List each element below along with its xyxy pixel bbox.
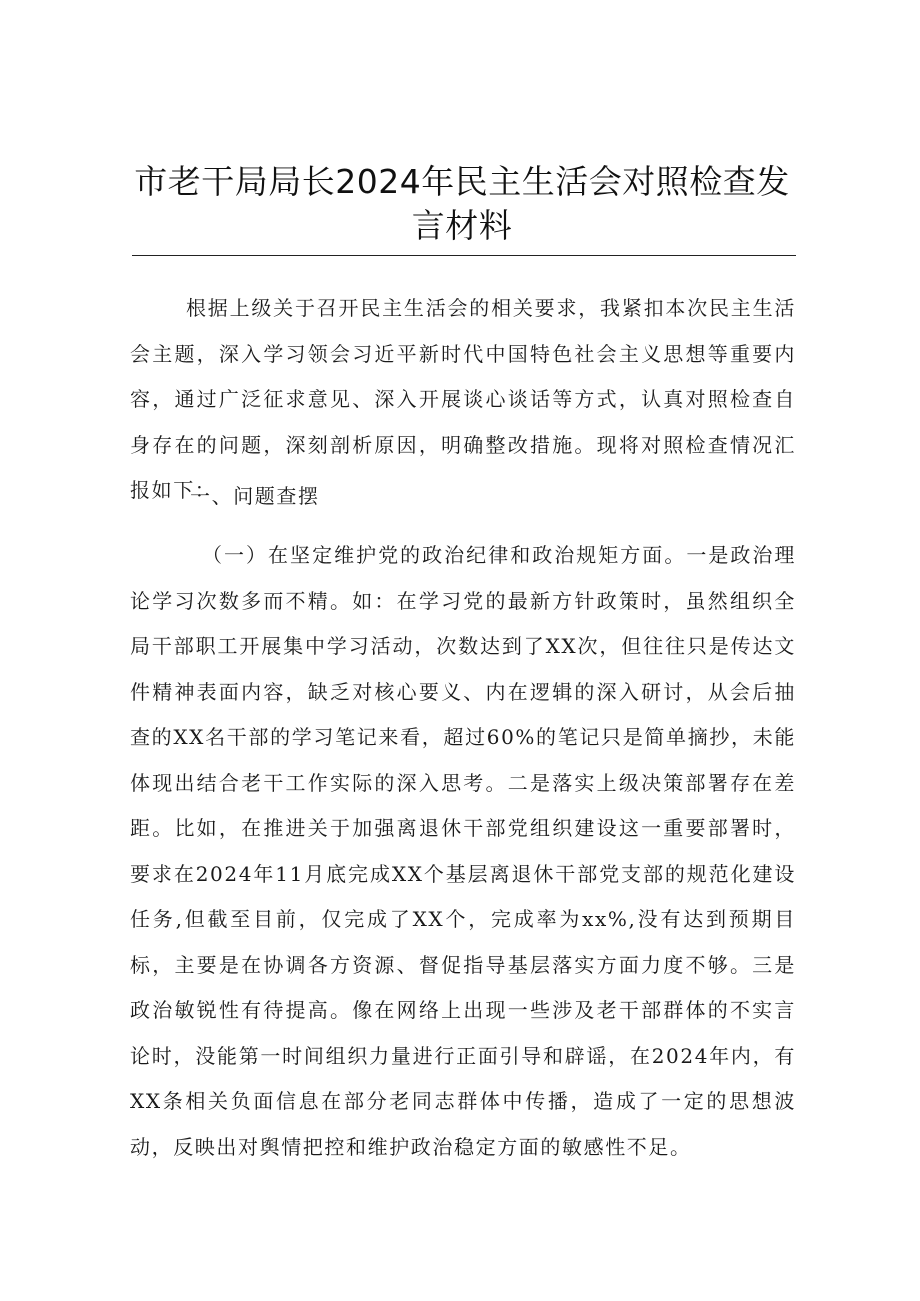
document-title: 市老干局局长2024年民主生活会对照检查发言材料 bbox=[134, 162, 790, 245]
intro-paragraph: 根据上级关于召开民主生活会的相关要求，我紧扣本次民主生活会主题，深入学习领会习近平新时代中国特色社会主义思想等重要内容，通过广泛征求意见、深入开展谈心谈话等方式，认真对照检查自身存在的问题，深刻剖析原因，明确整改措施。现将对照检查情况汇报如下： bbox=[130, 296, 796, 502]
title-underline bbox=[132, 255, 796, 256]
section-paragraph: （一）在坚定维护党的政治纪律和政治规矩方面。一是政治理论学习次数多而不精。如：在学习党的最新方针政策时，虽然组织全局干部职工开展集中学习活动，次数达到了XX次，但往往只是传达文件精神表面内容，缺乏对核心要义、内在逻辑的深入研讨，从会后抽查的XX名干部的学习笔记来看，超过60%的笔记只是简单摘抄，未能体现出结合老干工作实际的深入思考。二是落实上级决策部署存在差距。比如，在推进关于加强离退休干部党组织建设这一重要部署时，要求在2024年11月底完成XX个基层离退休干部党支部的规范化建设任务,但截至目前，仅完成了XX个，完成率为xx%,没有达到预期目标，主要是在协调各方资源、督促指导基层落实方面力度不够。三是政治敏锐性有待提高。像在网络上出现一些涉及老干部群体的不实言论时，没能第一时间组织力量进行正面引导和辟谣，在2024年内，有XX条相关负面信息在部分老同志群体中传播，造成了一定的思想波动，反映出对舆情把控和维护政治稳定方面的敏感性不足。 bbox=[130, 543, 796, 1159]
section-heading: 一、问题查摆 bbox=[190, 484, 320, 508]
